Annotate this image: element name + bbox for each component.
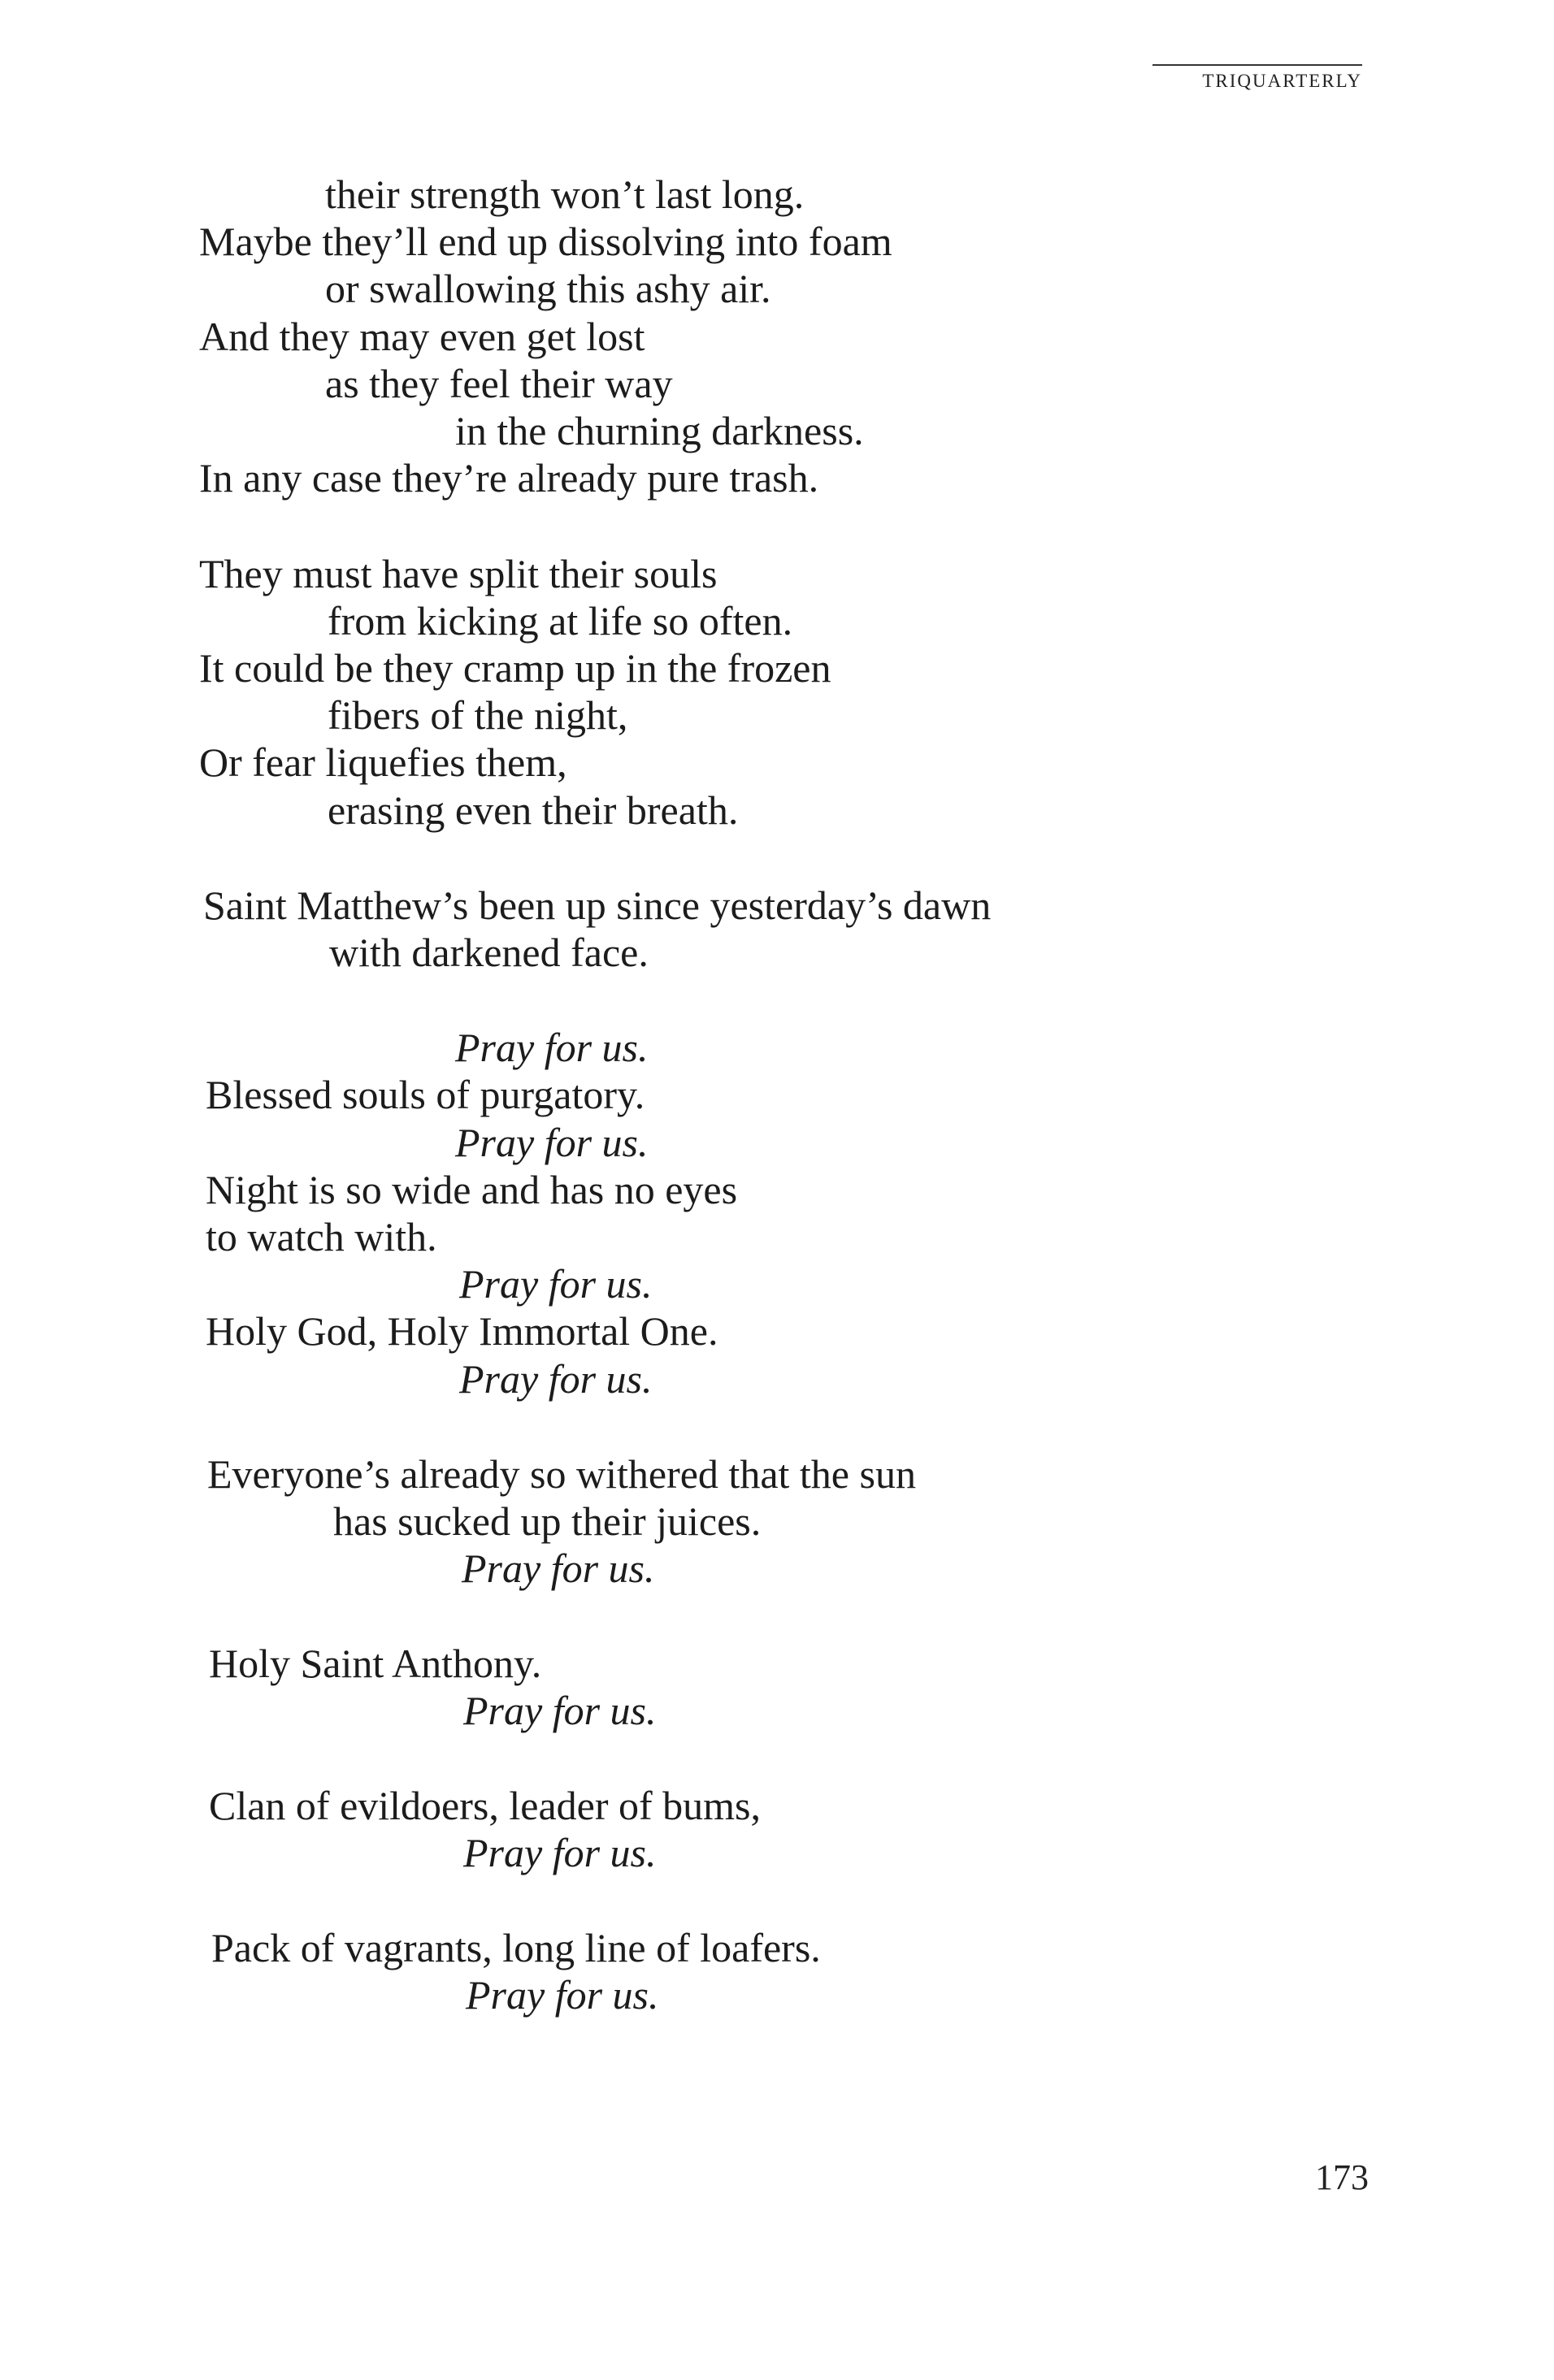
poem-line: to watch with.	[206, 1214, 437, 1259]
poem-line: their strength won’t last long.	[325, 171, 805, 217]
refrain-line: Pray for us.	[459, 1261, 653, 1307]
poem-line: with darkened face.	[329, 930, 649, 975]
poem-line: Night is so wide and has no eyes	[206, 1167, 738, 1212]
poem-line: Pack of vagrants, long line of loafers.	[211, 1925, 821, 1970]
poem-line: Or fear liquefies them,	[199, 739, 567, 785]
poem-line: erasing even their breath.	[328, 787, 739, 833]
refrain-line: Pray for us.	[459, 1356, 653, 1402]
page-number: 173	[1315, 2157, 1369, 2197]
poem-line: has sucked up their juices.	[333, 1498, 762, 1544]
poem-line: Saint Matthew’s been up since yesterday’s dawn	[203, 882, 992, 928]
poem-line: Clan of evildoers, leader of bums,	[209, 1783, 761, 1828]
poem-line: fibers of the night,	[328, 692, 628, 738]
poem-line: Everyone’s already so withered that the sun	[207, 1451, 916, 1497]
poem-line: They must have split their souls	[199, 551, 718, 596]
poem-line: And they may even get lost	[199, 314, 645, 359]
poem-line: or swallowing this ashy air.	[325, 266, 771, 311]
refrain-line: Pray for us.	[455, 1025, 649, 1070]
poem-line: It could be they cramp up in the frozen	[199, 645, 831, 691]
refrain-line: Pray for us.	[466, 1972, 659, 2018]
running-head-rule	[1152, 64, 1362, 66]
running-head: TRIQUARTERLY	[1202, 71, 1362, 91]
refrain-line: Pray for us.	[463, 1688, 657, 1733]
refrain-line: Pray for us.	[463, 1830, 657, 1875]
poem-line: in the churning darkness.	[455, 408, 864, 453]
refrain-line: Pray for us.	[455, 1120, 649, 1165]
poem-line: Holy Saint Anthony.	[209, 1641, 542, 1686]
poem-line: as they feel their way	[325, 361, 673, 406]
poem-line: Holy God, Holy Immortal One.	[206, 1308, 718, 1354]
poem-line: Blessed souls of purgatory.	[206, 1072, 645, 1117]
poem-line: In any case they’re already pure trash.	[199, 455, 819, 501]
poem-line: from kicking at life so often.	[328, 598, 793, 644]
page-header	[0, 0, 1554, 114]
poem-line: Maybe they’ll end up dissolving into foam	[199, 219, 892, 264]
refrain-line: Pray for us.	[462, 1545, 655, 1591]
